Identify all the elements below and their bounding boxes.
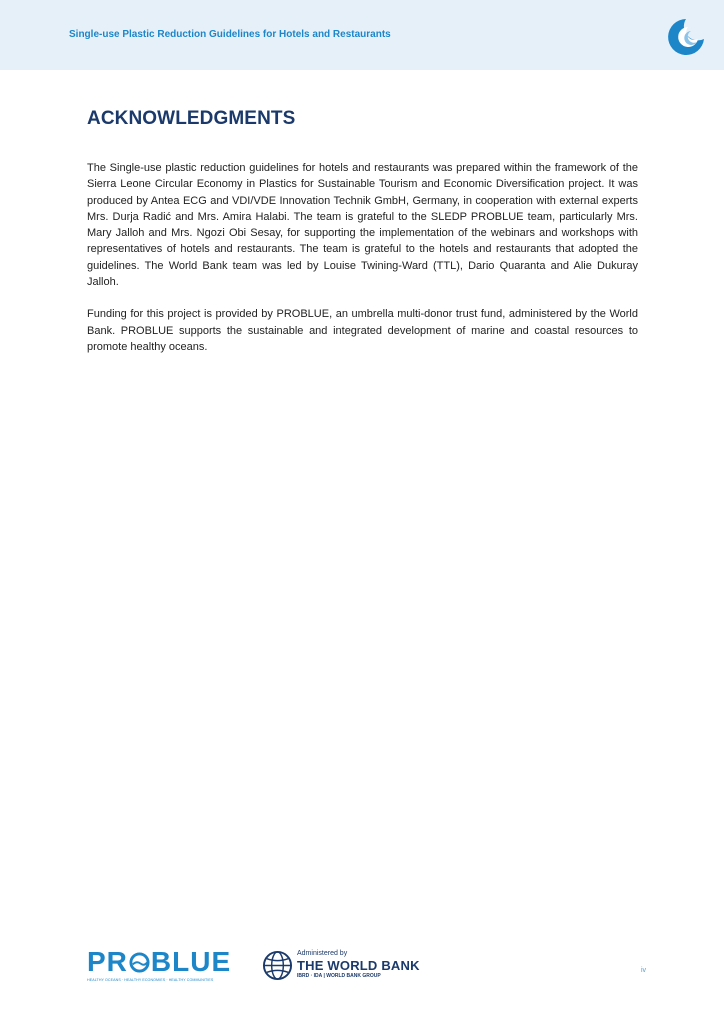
problue-logo <box>87 948 241 984</box>
world-bank-logo <box>262 949 422 985</box>
page-title: ACKNOWLEDGMENTS <box>87 108 296 129</box>
page-number: iv <box>641 967 647 974</box>
page-header <box>0 0 724 70</box>
paragraph-1: The Single-use plastic reduction guidelines for hotels and restaurants was prepared within the framework of the Sierra Leone Circular Economy in Plastics for Sustainable Tourism and Economic Diversification project. It was produced by Antea ECG and VDI/VDE Innovation Technik GmbH, Germany, in cooperation with external experts Mrs. Durja Radić and Mrs. Amira Halabi. The team is grateful to the SLEDP PROBLUE team, particularly Mrs. Mary Jalloh and Mrs. Ngozi Obi Sesay, for supporting the implementation of the webinars and workshops with representatives of hotels and restaurants. The team is grateful to the hotels and restaurants that adopted the guidelines. The World Bank team was led by Louise Twining-Ward (TTL), Dario Quaranta and Alie Dukuray Jalloh. <box>87 162 638 289</box>
problue-word-left: PR <box>87 946 128 977</box>
world-bank-name: THE WORLD BANK <box>297 958 420 973</box>
globe-icon <box>262 950 293 981</box>
world-bank-subtitle: IBRD · IDA | WORLD BANK GROUP <box>297 973 381 979</box>
paragraph-2: Funding for this project is provided by PROBLUE, an umbrella multi-donor trust fund, administered by the World Bank. PROBLUE supports the sustainable and integrated development of marine and coastal resources to promote healthy oceans. <box>87 308 638 353</box>
wave-logo-icon <box>664 15 708 59</box>
administered-by-label: Administered by <box>297 950 348 957</box>
problue-tagline: HEALTHY OCEANS · HEALTHY ECONOMIES · HEALTHY COMMUNITIES <box>87 978 214 982</box>
problue-wordmark <box>87 948 241 976</box>
acknowledgments-body <box>87 160 638 371</box>
problue-word-right: BLUE <box>150 946 232 977</box>
problue-wave-icon <box>129 952 150 973</box>
header-title: Single-use Plastic Reduction Guidelines for Hotels and Restaurants <box>69 29 391 40</box>
